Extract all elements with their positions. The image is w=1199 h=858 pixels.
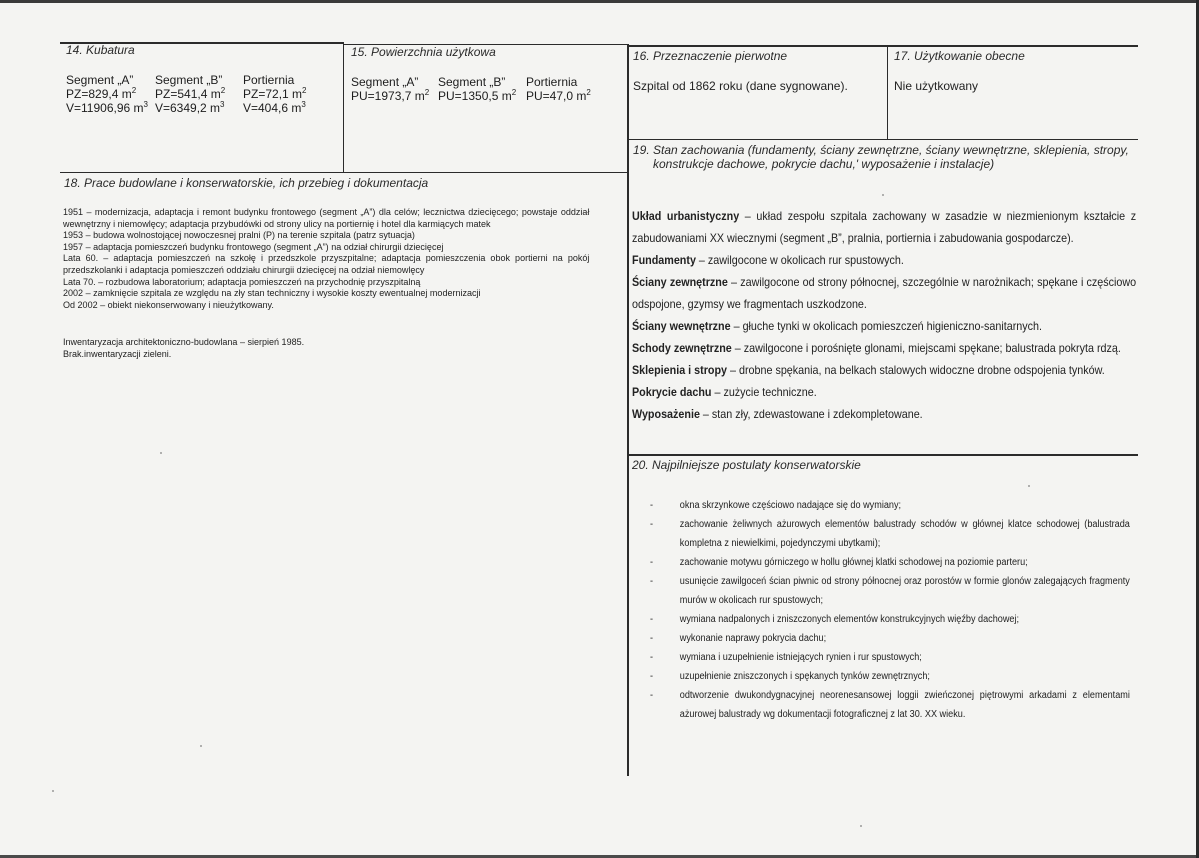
pz-value: PZ=541,4 m bbox=[155, 87, 221, 101]
segment-name: Segment „A” bbox=[351, 75, 419, 89]
condition-text: – układ zespołu szpitala zachowany w zasadzie w niezmienionym kształcie z zabudowaniami XX wiecznymi (segment „B”, pralnia, portiernia i zabudowania gospodarcze). bbox=[632, 210, 1137, 245]
dash-bullet-icon: - bbox=[650, 671, 654, 682]
postulate-item bbox=[650, 686, 1130, 724]
postulate-text: wykonanie naprawy pokrycia dachu; bbox=[679, 633, 827, 644]
divider-16-17 bbox=[887, 46, 888, 140]
top-rule-right bbox=[627, 45, 1138, 47]
section-19-title: 19. Stan zachowania (fundamenty, ściany zewnętrzne, ściany wewnętrzne, sklepienia, stropy, bbox=[633, 143, 1129, 157]
rule-20 bbox=[628, 454, 1138, 456]
condition-text: – drobne spękania, na belkach stalowych widoczne drobne odspojenia tynków. bbox=[727, 364, 1105, 377]
rule-19 bbox=[628, 139, 1138, 140]
history-entry: 1957 – adaptacja pomieszczeń budynku frontowego (segment „A”) na odział chirurgii dziecięcej bbox=[63, 241, 444, 253]
kubatura-segment-b bbox=[155, 73, 225, 115]
history-entry: Od 2002 – obiekt niekonserwowany i nieużytkowany. bbox=[63, 299, 274, 311]
condition-text: – zawilgocone i porośnięte glonami, miejscami spękane; balustrada pokryta rdzą. bbox=[731, 342, 1121, 355]
condition-text: – stan zły, zdewastowane i zdekompletowane. bbox=[699, 408, 923, 421]
volume-value: V=6349,2 m bbox=[155, 101, 221, 115]
condition-item bbox=[632, 250, 1136, 272]
kubatura-segment-a bbox=[66, 73, 148, 115]
history-entry: 2002 – zamknięcie szpitala ze względu na zły stan techniczny i wysokie koszty ewentualnej modernizacji bbox=[63, 288, 481, 300]
original-purpose-value: Szpital od 1862 roku (dane sygnowane). bbox=[633, 79, 848, 93]
condition-item bbox=[632, 404, 1136, 426]
powierzchnia-segment-a bbox=[351, 75, 429, 103]
scan-speck bbox=[860, 825, 862, 827]
unit-exponent: 3 bbox=[301, 100, 306, 109]
condition-label: Układ urbanistyczny bbox=[632, 210, 740, 223]
kubatura-portiernia bbox=[243, 73, 306, 115]
dash-bullet-icon: - bbox=[650, 614, 654, 625]
condition-text: – głuche tynki w okolicach pomieszczeń higieniczno-sanitarnych. bbox=[730, 320, 1043, 333]
divider-14-15 bbox=[343, 42, 344, 173]
history-entry: 1951 – modernizacja, adaptacja i remont budynku frontowego (segment „A”) dla celów; lecznictwa dziecięcego; powstaje oddział wewnętrzny i niemowlęcy; adaptacja przybudówki od strony ulicy na portiernię i hotel dla karmiących matek bbox=[63, 207, 590, 230]
unit-exponent: 2 bbox=[586, 88, 591, 97]
unit-exponent: 2 bbox=[220, 86, 226, 95]
scan-speck bbox=[200, 745, 202, 747]
postulate-text: okna skrzynkowe częściowo nadające się do wymiany; bbox=[679, 500, 902, 511]
section-19-title-cont: konstrukcje dachowe, pokrycie dachu,' wyposażenie i instalacje) bbox=[653, 157, 995, 171]
works-history bbox=[63, 207, 589, 311]
condition-list bbox=[632, 206, 1136, 426]
unit-exponent: 3 bbox=[143, 100, 148, 109]
rule-18 bbox=[60, 172, 628, 173]
condition-label: Sklepienia i stropy bbox=[632, 364, 728, 377]
condition-item bbox=[632, 360, 1136, 382]
powierzchnia-segment-b bbox=[438, 75, 516, 103]
condition-label: Ściany zewnętrzne bbox=[632, 276, 728, 289]
history-entry: Lata 70. – rozbudowa laboratorium; adaptacja pomieszczeń na przychodnię przyszpitalną bbox=[63, 276, 421, 288]
scan-speck bbox=[882, 194, 884, 196]
dash-bullet-icon: - bbox=[650, 690, 654, 701]
pz-value: PZ=72,1 m bbox=[243, 87, 303, 101]
postulate-text: zachowanie motywu górniczego w hollu głównej klatki schodowej na poziomie parteru; bbox=[679, 557, 1028, 568]
dash-bullet-icon: - bbox=[650, 576, 654, 587]
pu-value: PU=1973,7 m bbox=[351, 89, 425, 103]
dash-bullet-icon: - bbox=[650, 557, 654, 568]
volume-value: V=404,6 m bbox=[243, 101, 302, 115]
inventory-line: Inwentaryzacja architektoniczno-budowlana – sierpień 1985. bbox=[63, 337, 305, 348]
segment-name: Portiernia bbox=[526, 75, 578, 89]
inventory-line: Brak.inwentaryzacji zieleni. bbox=[63, 348, 172, 360]
postulate-item bbox=[650, 515, 1130, 553]
section-15-title: 15. Powierzchnia użytkowa bbox=[351, 45, 496, 59]
condition-label: Schody zewnętrzne bbox=[632, 342, 732, 355]
condition-item bbox=[632, 316, 1136, 338]
condition-label: Ściany wewnętrzne bbox=[632, 320, 731, 333]
condition-text: – zawilgocone w okolicach rur spustowych. bbox=[695, 254, 904, 267]
history-entry: 1953 – budowa wolnostojącej nowoczesnej pralni (P) na terenie szpitala (patrz sytuacja) bbox=[63, 230, 415, 242]
postulate-item bbox=[650, 496, 1130, 515]
postulate-item bbox=[650, 610, 1130, 629]
postulate-text: zachowanie żeliwnych ażurowych elementów balustrady schodów w głównej klatce schodowej (balustrada kompletna z niewielkimi, pojedynczymi ubytkami); bbox=[679, 519, 1130, 549]
segment-name: Segment „A” bbox=[66, 73, 134, 87]
condition-text: – zużycie techniczne. bbox=[711, 386, 817, 399]
scan-edge-top bbox=[0, 0, 1199, 3]
current-use-value: Nie użytkowany bbox=[894, 79, 979, 93]
condition-item bbox=[632, 206, 1136, 250]
unit-exponent: 2 bbox=[511, 88, 517, 97]
postulate-text: usunięcie zawilgoceń ścian piwnic od strony północnej oraz porostów w formie glonów zalegających fragmenty murów w okolicach rur spustowych; bbox=[679, 576, 1130, 606]
volume-value: V=11906,96 m bbox=[66, 101, 144, 115]
postulate-item bbox=[650, 553, 1130, 572]
unit-exponent: 2 bbox=[424, 88, 430, 97]
unit-exponent: 2 bbox=[302, 86, 307, 95]
postulate-text: uzupełnienie zniszczonych i spękanych tynków zewnętrznych; bbox=[679, 671, 930, 682]
pu-value: PU=47,0 m bbox=[526, 89, 587, 103]
conservation-postulates bbox=[650, 496, 1130, 724]
unit-exponent: 3 bbox=[220, 100, 225, 109]
postulate-text: wymiana nadpalonych i zniszczonych elementów konstrukcyjnych więźby dachowej; bbox=[679, 614, 1020, 625]
scan-speck bbox=[160, 452, 162, 454]
section-20-title: 20. Najpilniejsze postulaty konserwatorskie bbox=[632, 458, 861, 472]
postulate-text: wymiana i uzupełnienie istniejących rynien i rur spustowych; bbox=[679, 652, 922, 663]
segment-name: Segment „B” bbox=[438, 75, 506, 89]
condition-item bbox=[632, 272, 1136, 316]
scan-speck bbox=[52, 790, 54, 792]
powierzchnia-portiernia bbox=[526, 75, 591, 103]
condition-label: Wyposażenie bbox=[632, 408, 700, 421]
section-17-title: 17. Użytkowanie obecne bbox=[894, 49, 1025, 63]
dash-bullet-icon: - bbox=[650, 633, 654, 644]
dash-bullet-icon: - bbox=[650, 519, 654, 530]
section-16-title: 16. Przeznaczenie pierwotne bbox=[633, 49, 788, 63]
condition-item bbox=[632, 338, 1136, 360]
history-entry: Lata 60. – adaptacja pomieszczeń na szkołę i przedszkole przyszpitalne; adaptacja pomieszczenia obok portierni na pokój przedszkolanki i adaptacja pomieszczeń oddziału chirurgii dziecięcej na odział niemowlęcy bbox=[63, 253, 590, 276]
postulate-item bbox=[650, 629, 1130, 648]
pu-value: PU=1350,5 m bbox=[438, 89, 512, 103]
condition-label: Pokrycie dachu bbox=[632, 386, 712, 399]
unit-exponent: 2 bbox=[131, 86, 137, 95]
condition-label: Fundamenty bbox=[632, 254, 696, 267]
postulate-item bbox=[650, 667, 1130, 686]
segment-name: Segment „B” bbox=[155, 73, 223, 87]
scan-speck bbox=[1028, 485, 1030, 487]
condition-item bbox=[632, 382, 1136, 404]
segment-name: Portiernia bbox=[243, 73, 295, 87]
inventory-notes bbox=[63, 337, 304, 360]
dash-bullet-icon: - bbox=[650, 652, 654, 663]
pz-value: PZ=829,4 m bbox=[66, 87, 132, 101]
section-18-title: 18. Prace budowlane i konserwatorskie, ich przebieg i dokumentacja bbox=[64, 176, 429, 190]
section-14-title: 14. Kubatura bbox=[66, 43, 135, 57]
postulate-item bbox=[650, 572, 1130, 610]
condition-text: – zawilgocone od strony północnej, szczególnie w narożnikach; spękane i częściowo odspojone, gzymsy we fragmentach uszkodzone. bbox=[632, 276, 1137, 311]
postulate-text: odtworzenie dwukondygnacyjnej neorenesansowej loggii zwieńczonej piętrowymi arkadami z elementami ażurowej balustrady wg dokumentacji fotograficznej z lat 30. XX wieku. bbox=[679, 690, 1130, 720]
dash-bullet-icon: - bbox=[650, 500, 654, 511]
divider-main bbox=[627, 44, 629, 776]
postulate-item bbox=[650, 648, 1130, 667]
